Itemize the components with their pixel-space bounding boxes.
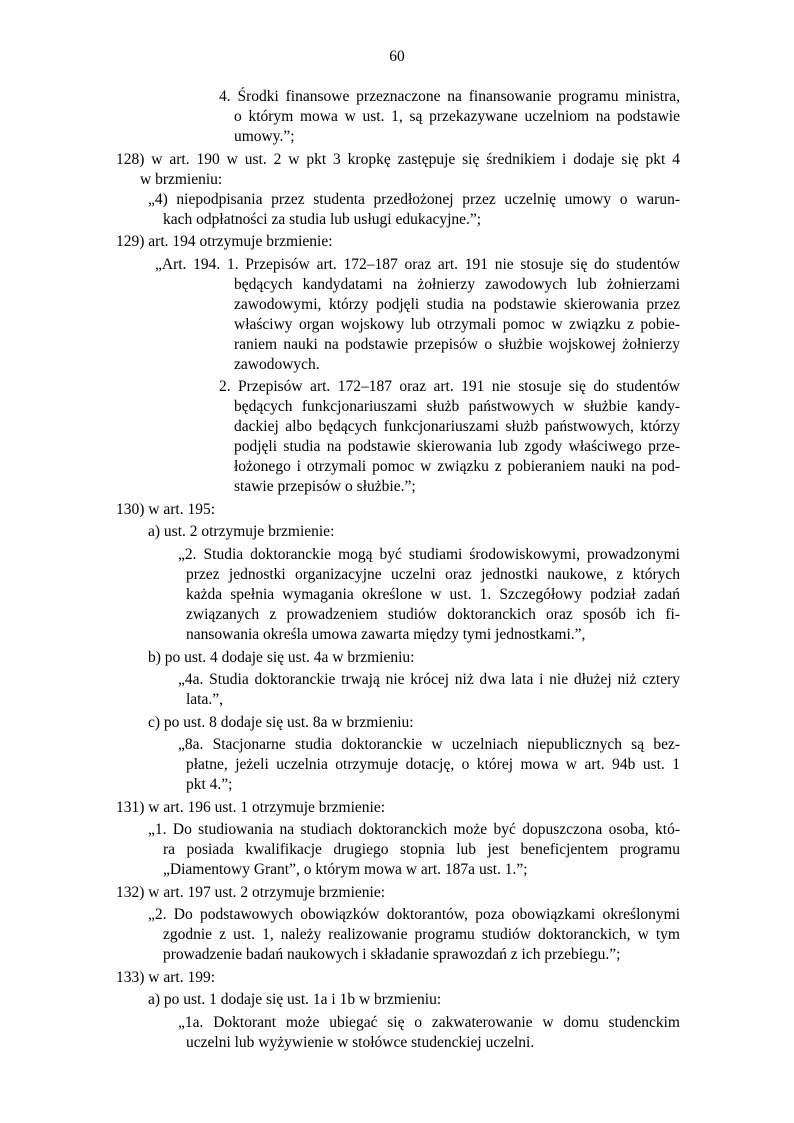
text-line: 130) w art. 195: <box>116 501 216 518</box>
text-line: a) po ust. 1 dodaje się ust. 1a i 1b w brzmieniu: <box>148 991 442 1008</box>
text-line: 131) w art. 196 ust. 1 otrzymuje brzmienie: <box>116 799 386 816</box>
text-line: „2. Do podstawowych obowiązków doktorantów, poza obowiązkami określonymi <box>148 906 680 923</box>
text-line: 133) w art. 199: <box>116 969 216 986</box>
text-line: 128) w art. 190 w ust. 2 w pkt 3 kropkę zastępuje się średnikiem i dodaje się pkt 4 <box>116 151 680 168</box>
text-line: nansowania określa umowa zawarta między tymi jednostkami.”, <box>186 626 586 643</box>
text-line: płatne, jeżeli uczelnia otrzymuje dotację, o której mowa w art. 94b ust. 1 <box>186 756 680 773</box>
page-number: 60 <box>389 48 405 65</box>
text-line: w brzmieniu: <box>140 171 223 188</box>
text-line: „Diamentowy Grant”, o którym mowa w art. 187a ust. 1.”; <box>163 861 528 878</box>
text-line: właściwy organ wojskowy lub otrzymali pomoc w związku z pobie- <box>234 316 680 333</box>
text-line: zgodnie z ust. 1, należy realizowanie programu studiów doktoranckich, w tym <box>163 926 680 943</box>
text-line: „1. Do studiowania na studiach doktoranckich może być dopuszczona osoba, któ- <box>148 821 680 838</box>
text-line: umowy.”; <box>234 128 295 145</box>
text-line: podjęli studia na podstawie skierowania lub zgody właściwego prze- <box>234 438 680 455</box>
text-line: uczelni lub wyżywienie w stołówce studenckiej uczelni. <box>186 1034 535 1051</box>
text-line: zawodowych. <box>234 356 320 373</box>
text-line: „4) niepodpisania przez studenta przedłożonej przez uczelnię umowy o warun- <box>148 191 680 208</box>
text-line: „4a. Studia doktoranckie trwają nie krócej niż dwa lata i nie dłużej niż cztery <box>178 671 680 688</box>
text-line: będących funkcjonariuszami służb państwowych w służbie kandy- <box>234 398 680 415</box>
text-line: 4. Środki finansowe przeznaczone na finansowanie programu ministra, <box>219 88 680 105</box>
text-line: pkt 4.”; <box>186 776 233 793</box>
text-line: „1a. Doktorant może ubiegać się o zakwaterowanie w domu studenckim <box>178 1014 680 1031</box>
text-line: „8a. Stacjonarne studia doktoranckie w uczelniach niepublicznych są bez- <box>178 736 680 753</box>
text-line: związanych z prowadzeniem studiów doktoranckich oraz sposób ich fi- <box>186 606 680 623</box>
text-line: zawodowymi, którzy podjęli studia na podstawie skierowania przez <box>234 296 680 313</box>
text-line: „Art. 194. 1. Przepisów art. 172–187 oraz art. 191 nie stosuje się do studentów <box>155 256 680 273</box>
text-line: c) po ust. 8 dodaje się ust. 8a w brzmieniu: <box>148 714 414 731</box>
text-line: każda spełnia wymagania określone w ust. 1. Szczegółowy podział zadań <box>186 586 680 603</box>
text-line: prowadzenie badań naukowych i składanie sprawozdań z ich przebiegu.”; <box>163 946 621 963</box>
text-line: o którym mowa w ust. 1, są przekazywane uczelniom na podstawie <box>234 108 680 125</box>
text-line: „2. Studia doktoranckie mogą być studiami środowiskowymi, prowadzonymi <box>178 546 680 563</box>
text-line: stawie przepisów o służbie.”; <box>234 478 416 495</box>
text-line: ra posiada kwalifikacje drugiego stopnia lub jest beneficjentem programu <box>163 841 680 858</box>
text-line: przez jednostki organizacyjne uczelni oraz jednostki naukowe, z których <box>186 566 680 583</box>
text-line: dackiej albo będących funkcjonariuszami służb państwowych, którzy <box>234 418 680 435</box>
text-line: a) ust. 2 otrzymuje brzmienie: <box>148 523 335 540</box>
text-line: 132) w art. 197 ust. 2 otrzymuje brzmienie: <box>116 884 386 901</box>
text-line: 129) art. 194 otrzymuje brzmienie: <box>116 233 333 250</box>
text-line: łożonego i otrzymali pomoc w związku z pobieraniem nauki na pod- <box>234 458 680 475</box>
text-line: raniem nauki na podstawie przepisów o służbie wojskowej żołnierzy <box>234 336 680 353</box>
text-line: lata.”, <box>186 691 224 708</box>
text-line: będących kandydatami na żołnierzy zawodowych lub żołnierzami <box>234 276 680 293</box>
text-line: b) po ust. 4 dodaje się ust. 4a w brzmieniu: <box>148 649 415 666</box>
text-line: 2. Przepisów art. 172–187 oraz art. 191 nie stosuje się do studentów <box>219 378 680 395</box>
text-line: kach odpłatności za studia lub usługi edukacyjne.”; <box>163 211 482 228</box>
